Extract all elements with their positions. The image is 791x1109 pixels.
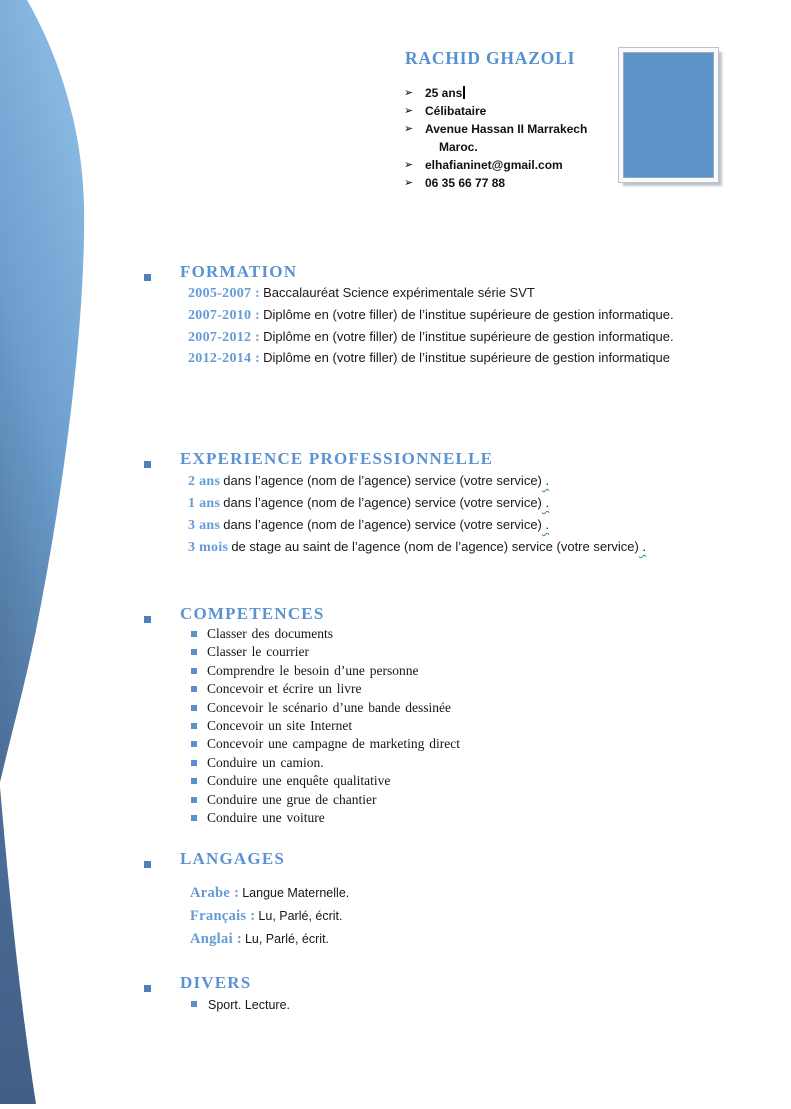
- list-item: [191, 662, 661, 680]
- square-bullet-icon: [191, 760, 197, 766]
- arrow-bullet-icon: ➢: [404, 86, 414, 99]
- list-item: [191, 625, 661, 643]
- info-age: 25 ans: [425, 86, 463, 100]
- arrow-bullet-icon: ➢: [404, 122, 414, 135]
- formation-entries: [188, 283, 684, 370]
- entry-duration: 2 ans: [188, 474, 221, 489]
- square-bullet-icon: [191, 797, 197, 803]
- square-bullet-icon: [144, 985, 151, 992]
- list-item: [404, 102, 596, 120]
- language-level: Lu, Parlé, écrit.: [244, 932, 330, 946]
- language-entry: [190, 928, 349, 951]
- competences-list: [191, 625, 661, 827]
- section-title-langages: LANGAGES: [180, 849, 286, 868]
- formation-entry: [188, 283, 684, 305]
- page-title: RACHID GHAZOLI: [405, 48, 576, 68]
- language-name: Français :: [190, 908, 256, 924]
- formation-entry: [188, 327, 684, 349]
- entry-years: 2005-2007 :: [188, 286, 261, 301]
- personal-info-list: [404, 84, 596, 192]
- competence-text: Conduire une enquête qualitative: [207, 773, 391, 789]
- section-title-experience: EXPERIENCE PROFESSIONNELLE: [180, 449, 494, 468]
- square-bullet-icon: [191, 778, 197, 784]
- experience-entry: [188, 492, 684, 514]
- entry-duration: 3 ans: [188, 518, 221, 533]
- square-bullet-icon: [191, 723, 197, 729]
- list-item: [191, 735, 661, 753]
- experience-entry: [188, 514, 684, 536]
- list-item: [191, 680, 661, 698]
- competence-text: Concevoir le scénario d’une bande dessinée: [207, 699, 452, 715]
- list-item: [404, 174, 596, 192]
- square-bullet-icon: [191, 668, 197, 674]
- entry-text: dans l’agence (nom de l’agence) service (votre service): [223, 495, 542, 510]
- square-bullet-icon: [144, 274, 151, 281]
- info-phone: 06 35 66 77 88: [425, 176, 506, 190]
- list-item: [191, 643, 661, 661]
- language-name: Anglai :: [190, 931, 242, 947]
- competence-text: Comprendre le besoin d’une personne: [207, 662, 419, 678]
- arrow-bullet-icon: ➢: [404, 104, 414, 117]
- square-bullet-icon: [191, 649, 197, 655]
- langages-entries: [190, 882, 349, 951]
- square-bullet-icon: [144, 616, 151, 623]
- arrow-bullet-icon: ➢: [404, 176, 414, 189]
- divers-text: Sport. Lecture.: [208, 998, 290, 1012]
- grammar-squiggle: .: [541, 473, 550, 488]
- competence-text: Conduire un camion.: [207, 754, 324, 770]
- competence-text: Concevoir et écrire un livre: [207, 681, 362, 697]
- entry-years: 2007-2012 :: [188, 329, 261, 345]
- formation-entry: [188, 348, 684, 370]
- section-title-divers: DIVERS: [180, 973, 252, 992]
- competence-text: Classer le courrier: [207, 644, 309, 660]
- arrow-bullet-icon: ➢: [404, 158, 414, 171]
- entry-text: dans l’agence (nom de l’agence) service (votre service): [223, 517, 542, 532]
- square-bullet-icon: [191, 631, 197, 637]
- list-item: [191, 699, 661, 717]
- competence-text: Conduire une voiture: [207, 810, 325, 826]
- section-title-formation: FORMATION: [180, 262, 298, 281]
- entry-years: 2007-2010 :: [188, 307, 261, 323]
- language-entry: [190, 882, 349, 905]
- competence-text: Concevoir un site Internet: [207, 718, 353, 734]
- list-item: [404, 84, 596, 102]
- language-level: Langue Maternelle.: [242, 886, 350, 900]
- list-item: [191, 791, 661, 809]
- entry-text: Baccalauréat Science expérimentale série SVT: [263, 285, 535, 300]
- formation-entry: [188, 305, 684, 327]
- photo-placeholder: [619, 48, 718, 182]
- square-bullet-icon: [191, 705, 197, 711]
- competence-text: Conduire une grue de chantier: [207, 791, 377, 807]
- language-entry: [190, 905, 349, 928]
- list-item: [191, 772, 661, 790]
- entry-text: de stage au saint de l’agence (nom de l’agence) service (votre service): [231, 539, 639, 554]
- experience-entries: [188, 470, 684, 558]
- competence-text: Concevoir une campagne de marketing direct: [207, 736, 461, 752]
- divers-item: [191, 997, 290, 1014]
- list-item: [191, 754, 661, 772]
- square-bullet-icon: [191, 815, 197, 821]
- entry-text: Diplôme en (votre filler) de l’institue supérieure de gestion informatique.: [263, 306, 674, 322]
- square-bullet-icon: [191, 1001, 197, 1007]
- entry-duration: 3 mois: [188, 540, 229, 555]
- list-item: [191, 809, 661, 827]
- grammar-squiggle: .: [638, 539, 647, 554]
- section-title-competences: COMPETENCES: [180, 604, 325, 623]
- language-name: Arabe :: [190, 885, 240, 901]
- entry-text: Diplôme en (votre filler) de l’institue supérieure de gestion informatique.: [263, 328, 674, 344]
- language-level: Lu, Parlé, écrit.: [258, 909, 343, 923]
- list-item: [404, 156, 596, 174]
- experience-entry: [188, 470, 684, 492]
- entry-text: Diplôme en (votre filler) de l’institue supérieure de gestion informatique: [263, 350, 670, 366]
- info-email: elhafianinet@gmail.com: [425, 158, 563, 172]
- square-bullet-icon: [191, 741, 197, 747]
- info-address: Avenue Hassan II Marrakech Maroc.: [425, 122, 588, 154]
- list-item: [191, 717, 661, 735]
- info-status: Célibataire: [425, 104, 487, 118]
- grammar-squiggle: .: [541, 517, 550, 532]
- entry-text: dans l’agence (nom de l’agence) service (votre service): [223, 473, 542, 488]
- list-item: [404, 120, 596, 156]
- competence-text: Classer des documents: [207, 626, 333, 641]
- square-bullet-icon: [144, 861, 151, 868]
- entry-duration: 1 ans: [188, 496, 221, 511]
- experience-entry: [188, 536, 684, 558]
- entry-years: 2012-2014 :: [188, 351, 261, 367]
- square-bullet-icon: [144, 461, 151, 468]
- text-cursor: [463, 86, 465, 99]
- square-bullet-icon: [191, 686, 197, 692]
- grammar-squiggle: .: [541, 495, 550, 510]
